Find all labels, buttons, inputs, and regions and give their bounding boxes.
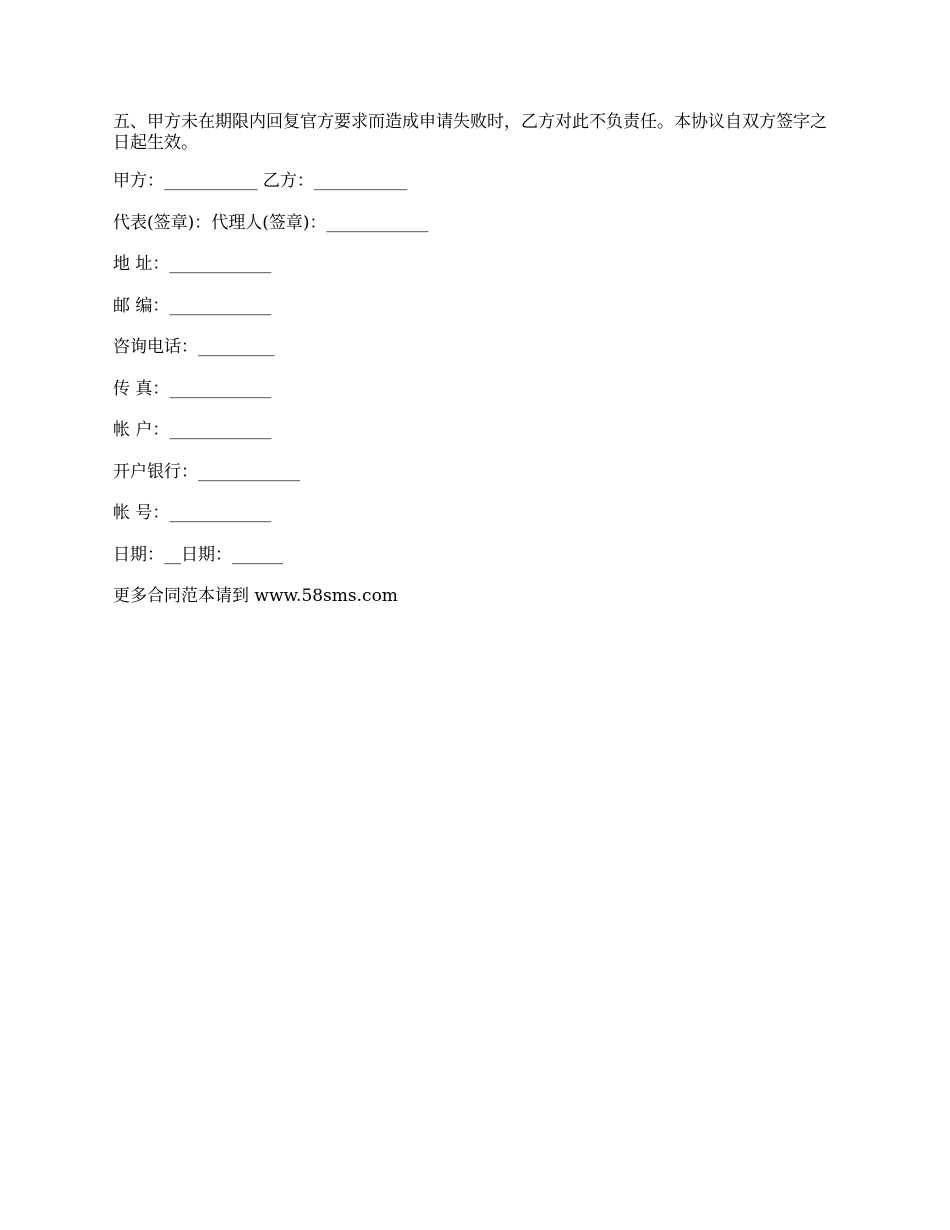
clause-five-paragraph: 五、甲方未在期限内回复官方要求而造成申请失败时，乙方对此不负责任。本协议自双方签字之日起生效。 bbox=[113, 112, 827, 153]
representative-line: 代表(签章)：代理人(签章)：____________ bbox=[113, 212, 429, 233]
account-number-line: 帐 号：____________ bbox=[113, 503, 272, 523]
bank-line: 开户银行：____________ bbox=[113, 461, 300, 482]
party-names-line: 甲方：___________ 乙方：___________ bbox=[113, 171, 408, 191]
more-templates-line: 更多合同范本请到 www.58sms.com bbox=[113, 586, 398, 606]
fax-line: 传 真：____________ bbox=[113, 378, 272, 399]
document-page bbox=[113, 112, 843, 628]
date-line: 日期：__日期：______ bbox=[113, 544, 283, 565]
account-name-line: 帐 户：____________ bbox=[113, 420, 272, 440]
postcode-line: 邮 编：____________ bbox=[113, 295, 272, 316]
address-line: 地 址：____________ bbox=[113, 254, 272, 274]
phone-line: 咨询电话：_________ bbox=[113, 337, 275, 357]
